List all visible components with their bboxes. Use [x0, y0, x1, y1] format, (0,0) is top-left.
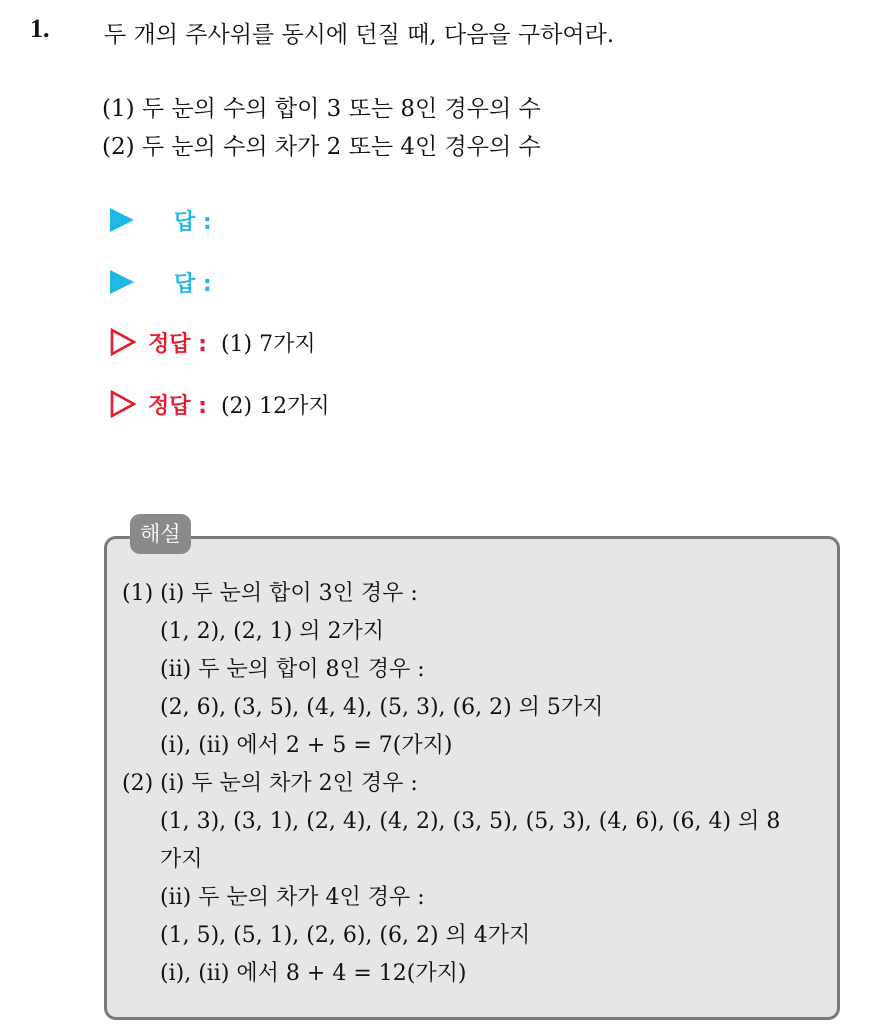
question-number: 1. [30, 14, 50, 43]
solution-tab: 해설 [130, 514, 191, 554]
solution-line: (1, 2), (2, 1) 의 2가지 [160, 619, 385, 644]
correct-answer-label: 정답 : [148, 331, 207, 357]
solution-line: (2) (i) 두 눈의 차가 2인 경우 : [122, 771, 418, 796]
solution-line: 가지 [160, 847, 203, 872]
correct-answer-label: 정답 : [148, 393, 207, 419]
answer-arrow-icon [110, 270, 134, 294]
answer-row-1[interactable] [110, 204, 212, 236]
solution-line: (i), (ii) 에서 8 + 4 = 12(가지) [160, 961, 467, 986]
correct-answer-value: (1) 7가지 [220, 331, 316, 357]
answer-row-2[interactable] [110, 266, 212, 298]
outline-arrow-icon [110, 328, 136, 356]
solution-line: (ii) 두 눈의 차가 4인 경우 : [160, 885, 425, 910]
solution-line: (1, 3), (3, 1), (2, 4), (4, 2), (3, 5), (5, 3), (4, 6), (6, 4) 의 8 [160, 809, 781, 834]
correct-answer-row-2 [110, 388, 330, 420]
sub-question-2: (2) 두 눈의 수의 차가 2 또는 4인 경우의 수 [102, 134, 541, 160]
solution-line: (1, 5), (5, 1), (2, 6), (6, 2) 의 4가지 [160, 923, 531, 948]
solution-line: (2, 6), (3, 5), (4, 4), (5, 3), (6, 2) 의 5가지 [160, 695, 604, 720]
correct-answer-row-1 [110, 326, 316, 358]
answer-label: 답 : [174, 271, 212, 297]
solution-line: (1) (i) 두 눈의 합이 3인 경우 : [122, 581, 418, 606]
solution-line: (i), (ii) 에서 2 + 5 = 7(가지) [160, 733, 453, 758]
sub-question-1: (1) 두 눈의 수의 합이 3 또는 8인 경우의 수 [102, 96, 541, 122]
question-text: 두 개의 주사위를 동시에 던질 때, 다음을 구하여라. [104, 22, 615, 48]
answer-label: 답 : [174, 209, 212, 235]
outline-arrow-icon [110, 390, 136, 418]
solution-line: (ii) 두 눈의 합이 8인 경우 : [160, 657, 425, 682]
answer-arrow-icon [110, 208, 134, 232]
correct-answer-value: (2) 12가지 [220, 393, 330, 419]
